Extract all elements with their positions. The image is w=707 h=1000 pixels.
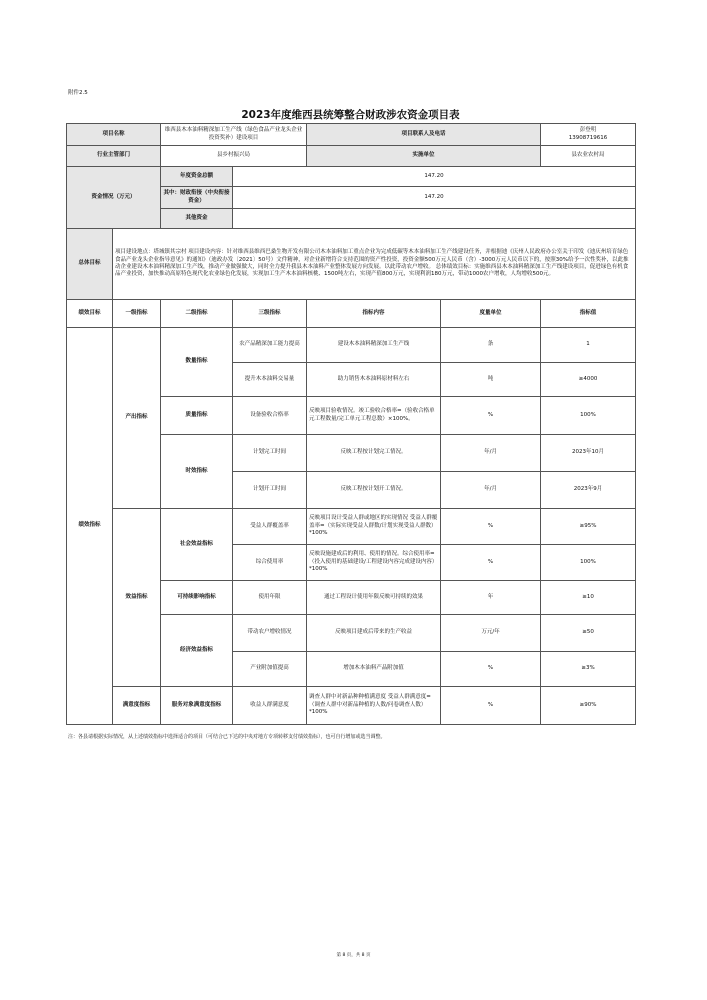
project-name-label: 项目名称: [67, 124, 161, 146]
perf-header-l2: 二级指标: [161, 300, 233, 328]
project-name-value: 维西县木本油料精深加工生产线（绿色食品产业龙头企业投资奖补）建设项目: [161, 124, 307, 146]
industry-label: 行业主管部门: [67, 146, 161, 167]
l3-cell: 产业附加值提高: [233, 652, 307, 687]
value-cell: ≥3%: [541, 652, 636, 687]
unit-cell: 年: [441, 581, 541, 615]
l2-timeliness: 时效指标: [161, 435, 233, 509]
industry-value: 县乡村振兴局: [161, 146, 307, 167]
content-cell: 反映项目设计受益人群或地区的实现情况 受益人群覆盖率=（实际实现受益人群数/计划实现受益人群数）*100%: [307, 509, 441, 545]
unit-cell: %: [441, 687, 541, 725]
funds-total-value: 147.20: [233, 167, 636, 187]
content-cell: 反映工程按计划开工情况。: [307, 472, 441, 509]
content-cell: 助力销售木本油料原材料左右: [307, 363, 441, 397]
value-cell: ≥50: [541, 615, 636, 652]
impl-value: 县农业农村局: [541, 146, 636, 167]
funds-central-value: 147.20: [233, 187, 636, 209]
perf-header-content: 指标内容: [307, 300, 441, 328]
l2-quality: 质量指标: [161, 397, 233, 435]
value-cell: ≥10: [541, 581, 636, 615]
funds-total-label: 年度资金总额: [161, 167, 233, 187]
table-row: [67, 328, 636, 363]
unit-cell: %: [441, 397, 541, 435]
value-cell: ≥90%: [541, 687, 636, 725]
value-cell: 2023年10月: [541, 435, 636, 472]
overall-text: 项目建设地点：塔城镇其宗村 项目建设内容：针对维西县维西巴桑生物开发有限公司木本油料加工重点企业为完成低碳等木本油料加工生产线建设任务，并根据迪《庆州人民政府办公室关于印发《迪庆州培育绿色食品产业龙头企业指导意见》的通知》（迪政办发〔2021〕50号）文件精神，对企业新增符合支持范围的资产性投资，投资金额500万元人民币（含）-3000万元人民币以下的，按照30%给予一次性奖补，以此推动企业建设木本油料精深加工生产线，推动产业做强做大，同时全力提升我县木本油料产业整体发展方向发展。以此带动农户增收。 总体绩效目标：实施维西县木本油料精深加工生产线建设项目，促进绿色有机食品产业投资，加快推动高原特色现代化农业绿色化发展，实现加工生产木本油料核桃、1500吨左右，实现产值800万元，实现利润180万元，带动1000农户增收，人均增收500元。: [113, 229, 636, 300]
footnote: 注：各县请根据实际情况，从上述绩效指标中选择适合的项目（可结合已下达的中央对地方专项转移支付绩效指标），也可自行增加或选当调整。: [68, 734, 386, 740]
content-cell: 建设木本油料精深加工生产线: [307, 328, 441, 363]
l3-cell: 收益人群满意度: [233, 687, 307, 725]
unit-cell: %: [441, 545, 541, 581]
l1-satisfaction: 满意度指标: [113, 687, 161, 725]
content-cell: 反映项目验收情况。竣工验收合格率=（验收合格单元工程数量/完工单元工程总数）×100%。: [307, 397, 441, 435]
content-cell: 调查人群中对新品种种植满意度 受益人群满意度=（调查人群中对新品种植的人数/问卷调查人数）*100%: [307, 687, 441, 725]
contact-phone: 13908719616: [568, 134, 608, 141]
funds-other-label: 其他资金: [161, 209, 233, 229]
funds-central-label: 其中：财政衔接（中央衔接资金）: [161, 187, 233, 209]
unit-cell: 年/月: [441, 435, 541, 472]
perf-header-unit: 度量单位: [441, 300, 541, 328]
contact-value: [541, 124, 636, 146]
unit-cell: 万元/年: [441, 615, 541, 652]
value-cell: ≥4000: [541, 363, 636, 397]
l3-cell: 计划开工时间: [233, 472, 307, 509]
unit-cell: 年/月: [441, 472, 541, 509]
l3-cell: 计划完工时间: [233, 435, 307, 472]
table-row: [67, 509, 636, 545]
l2-social: 社会效益指标: [161, 509, 233, 581]
contact-label: 项目联系人及电话: [307, 124, 541, 146]
unit-cell: %: [441, 652, 541, 687]
unit-cell: 条: [441, 328, 541, 363]
l1-output: 产出指标: [113, 328, 161, 509]
content-cell: 反映项目建成后带来的生产收益: [307, 615, 441, 652]
page-number: 第 8 页，共 8 页: [336, 953, 371, 958]
l3-cell: 设备验收合格率: [233, 397, 307, 435]
value-cell: 2023年9月: [541, 472, 636, 509]
perf-header-value: 指标值: [541, 300, 636, 328]
value-cell: ≥95%: [541, 509, 636, 545]
page-title: 2023年度维西县统筹整合财政涉农资金项目表: [241, 109, 460, 121]
unit-cell: 吨: [441, 363, 541, 397]
value-cell: 100%: [541, 545, 636, 581]
content-cell: 增加木本油料产品附加值: [307, 652, 441, 687]
perf-side-label: 绩效指标: [67, 328, 113, 725]
content-cell: 反映设施建成后的利用、使用的情况。综合使用率=（投入使用的基础建设/工程建设内容完成建设内容）*100%: [307, 545, 441, 581]
table-row: [67, 687, 636, 725]
value-cell: 100%: [541, 397, 636, 435]
l3-cell: 受益人群覆盖率: [233, 509, 307, 545]
l3-cell: 提升木本油料交易量: [233, 363, 307, 397]
impl-label: 实施单位: [307, 146, 541, 167]
perf-header-l1: 一级指标: [113, 300, 161, 328]
project-table: [66, 123, 636, 725]
l2-service: 服务对象满意度指标: [161, 687, 233, 725]
perf-header-l3: 三级指标: [233, 300, 307, 328]
l3-cell: 农产品精深加工能力提高: [233, 328, 307, 363]
contact-name: 彭登明: [579, 127, 597, 134]
value-cell: 1: [541, 328, 636, 363]
unit-cell: %: [441, 509, 541, 545]
l2-sustain: 可持续影响指标: [161, 581, 233, 615]
attachment-label: 附件2.5: [68, 90, 88, 96]
l2-economic: 经济效益指标: [161, 615, 233, 687]
l3-cell: 综合使用率: [233, 545, 307, 581]
perf-header-target: 绩效目标: [67, 300, 113, 328]
l1-benefit: 效益指标: [113, 509, 161, 687]
content-cell: 反映工程按计划完工情况。: [307, 435, 441, 472]
overall-label: 总体目标: [67, 229, 113, 300]
funds-other-value: [233, 209, 636, 229]
l3-cell: 使用年限: [233, 581, 307, 615]
l2-quantity: 数量指标: [161, 328, 233, 397]
content-cell: 通过工程设计使用年限反映可持续的效果: [307, 581, 441, 615]
l3-cell: 带动农户增收情况: [233, 615, 307, 652]
funds-label: 资金情况（万元）: [67, 167, 161, 229]
